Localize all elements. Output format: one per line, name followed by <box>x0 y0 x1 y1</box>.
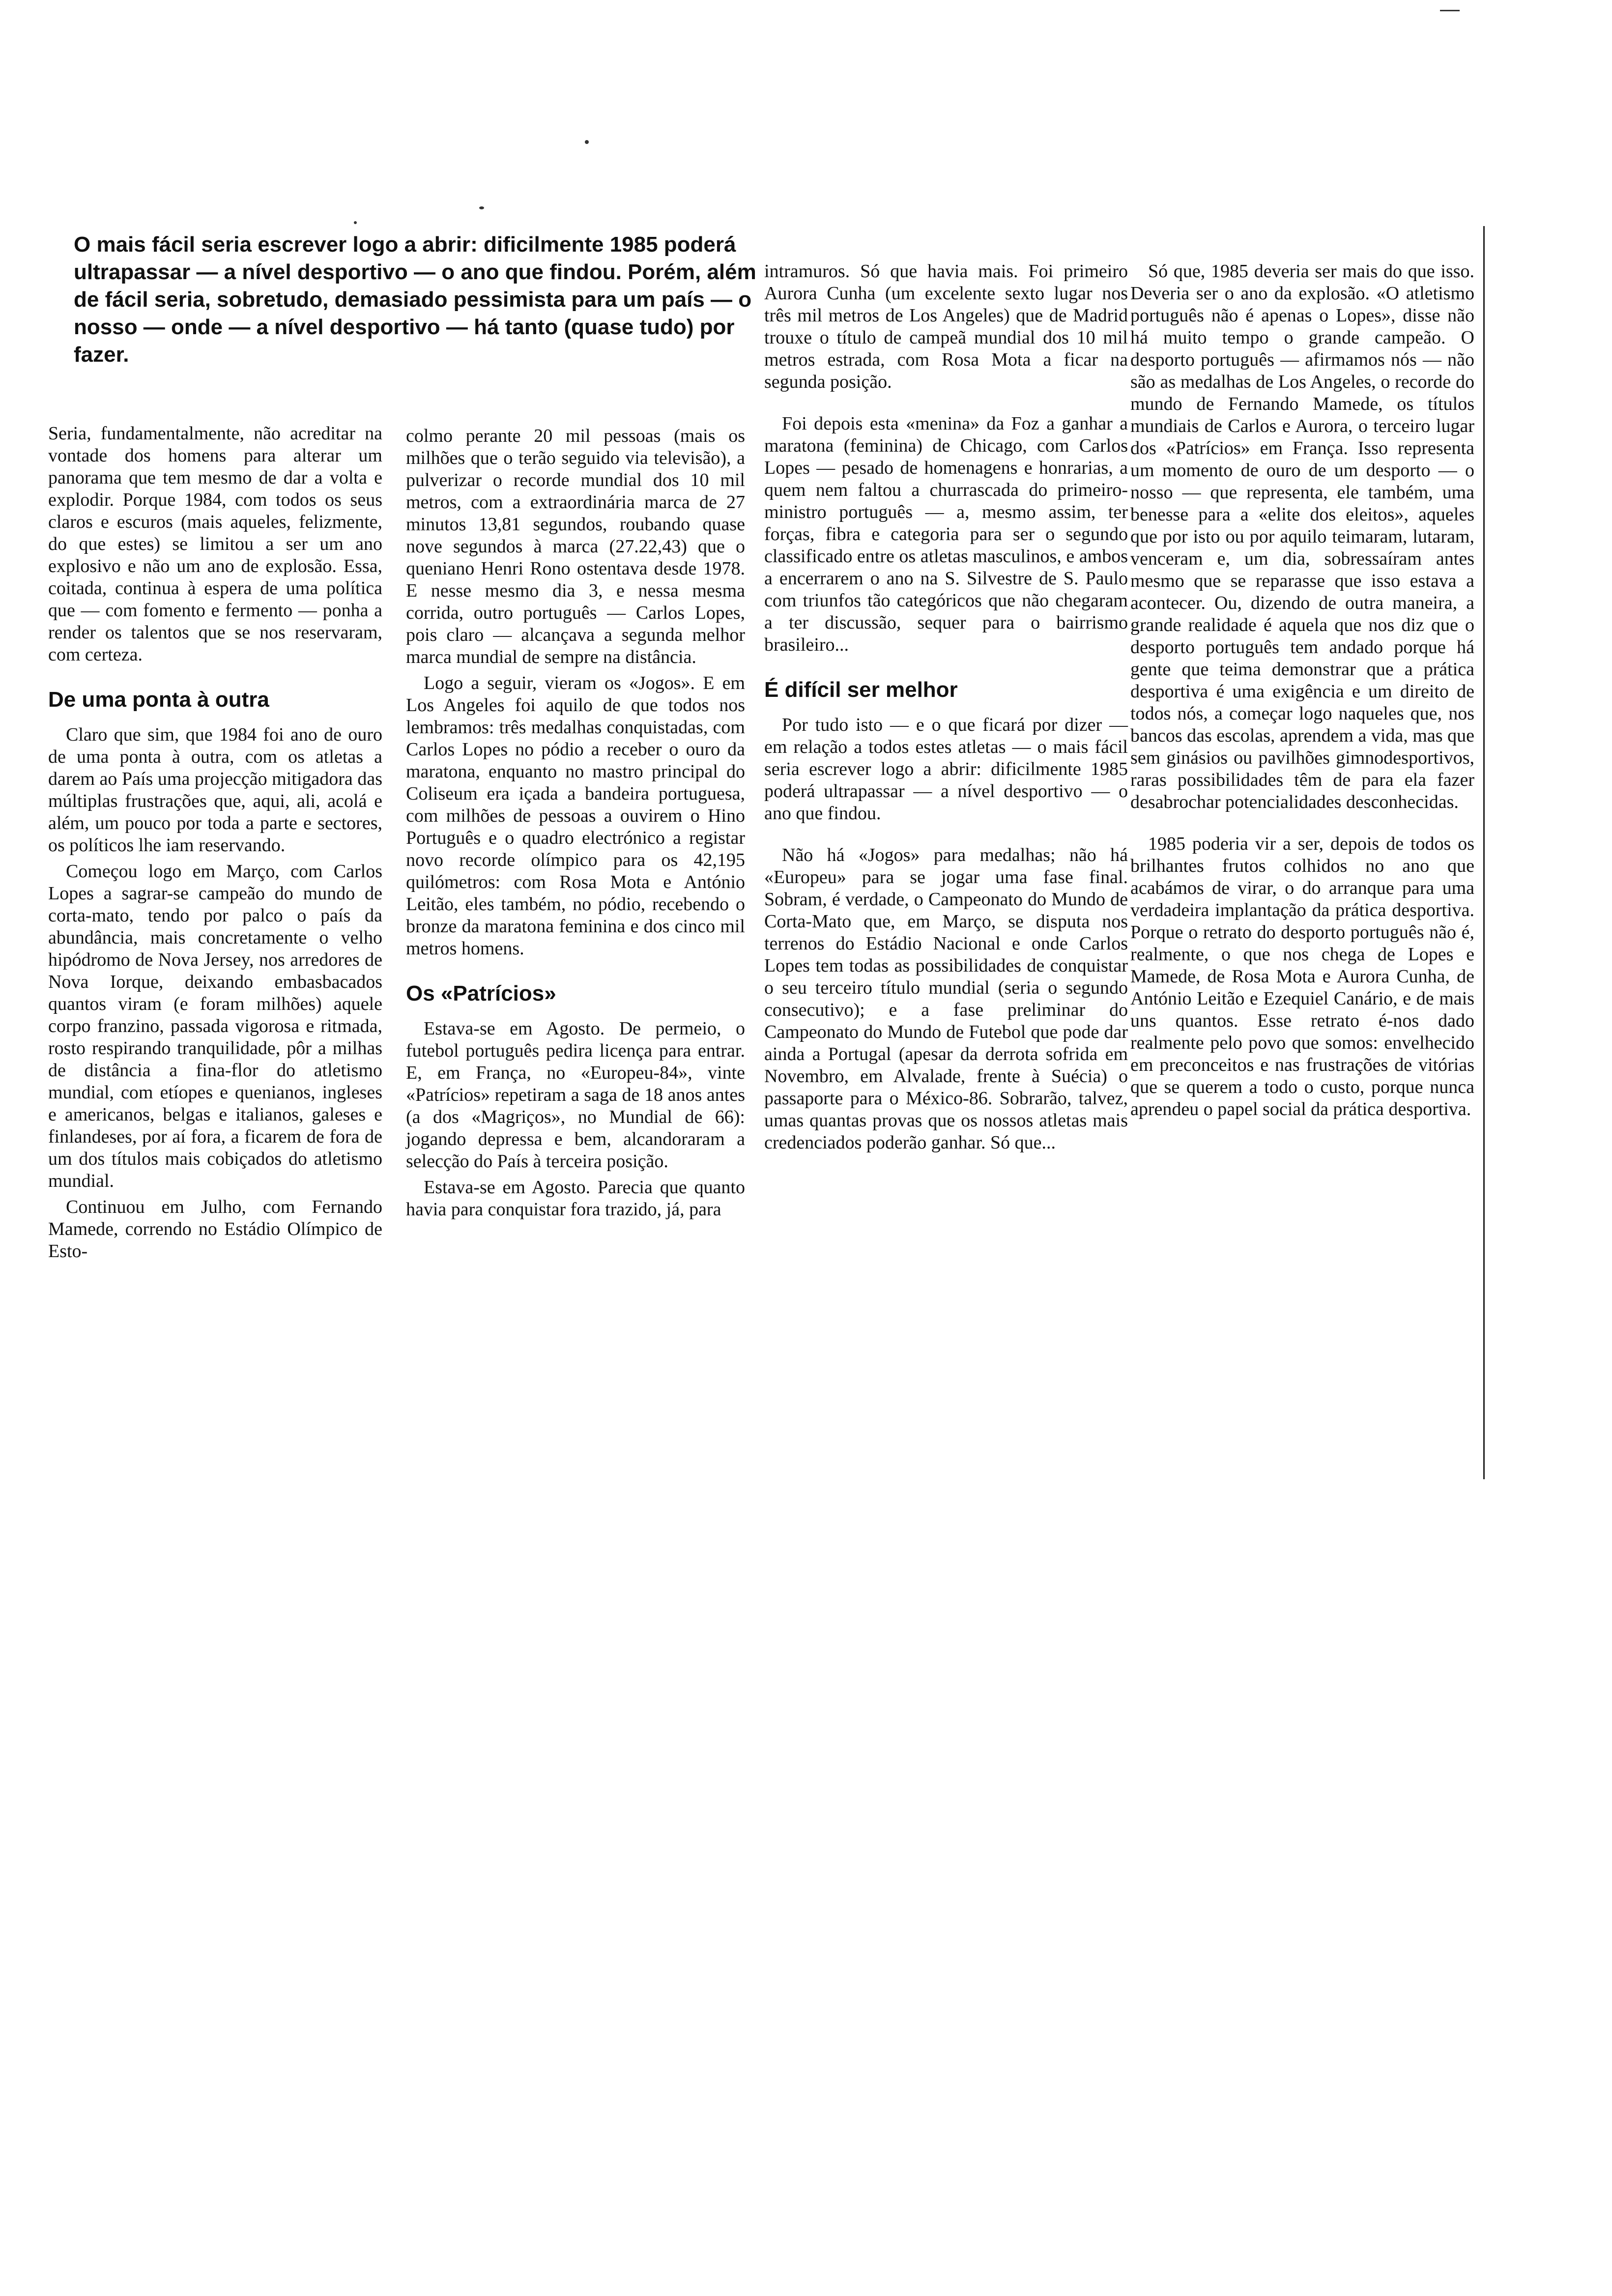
paragraph: colmo perante 20 mil pessoas (mais os milhões que o terão seguido via televisão), a pulverizar o recorde mundial dos 10 mil metros, com a extraordinária marca de 27 minutos 13,81 segundos, roubando quase nove segundos à marca (27.22,43) que o queniano Henri Rono ostentava desde 1978. E nesse mesmo dia 3, e nessa mesma corrida, outro português — Carlos Lopes, pois claro — alcançava a segunda melhor marca mundial de sempre na distância. <box>406 426 745 667</box>
article-lead: O mais fácil seria escrever logo a abrir: dificilmente 1985 poderá ultrapassar — a nível desportivo — o ano que findou. Porém, além de fácil seria, sobretudo, demasiado pessimista para um país — o nosso — onde — a nível desportivo — há tanto (quase tudo) por fazer. <box>74 232 756 367</box>
scan-speck <box>354 221 357 224</box>
scan-speck <box>479 206 484 209</box>
paragraph: Só que, 1985 deveria ser mais do que isso. Deveria ser o ano da explosão. «O atletismo português não é apenas o Lopes», disse não há muito tempo o grande campeão. O desporto português — afirmamos nós — não são as medalhas de Los Angeles, o recorde do mundo de Fernando Mamede, os títulos mundiais de Carlos e Aurora, o terceiro lugar dos «Patrícios» em França. Isso representa um momento de ouro de um desporto — o nosso — que representa, ele também, uma benesse para a «elite dos eleitos», aqueles que por isto ou por aquilo teimaram, lutaram, venceram e, um dia, sobressaíram antes mesmo que se reparasse que isso estava a acontecer. Ou, dizendo de outra maneira, a grande realidade é aquela que nos diz que o desporto português tem andado porque há gente que teima demonstrar que a prática desportiva é uma exigência e um direito de todos nós, a começar logo naqueles que, nos bancos das escolas, aprendem a vida, mas que sem ginásios ou pavilhões gimnodesportivos, raras possibilidades têm de para ela fazer desabrochar potencialidades desconhecidas. <box>1130 261 1474 812</box>
paragraph: Foi depois esta «menina» da Foz a ganhar a maratona (feminina) de Chicago, com Carlos Lopes — pesado de homenagens e honrarias, a quem nem faltou a churrascada do primeiro-ministro português — a, mesmo assim, ter forças, fibra e categoria para ser o segundo classificado entre os atletas masculinos, e ambos a encerrarem o ano na S. Silvestre de S. Paulo com triunfos tão categóricos que não chegaram a ter discussão, sequer para o bairrismo brasileiro... <box>764 413 1128 655</box>
column-4 <box>1130 260 1474 1124</box>
scan-speck <box>1440 10 1460 11</box>
column-3 <box>764 260 1128 1158</box>
paragraph: 1985 poderia vir a ser, depois de todos os brilhantes frutos colhidos no ano que acabámos de virar, o do arranque para uma verdadeira implantação da prática desportiva. Porque o retrato do desporto português não é, realmente, o que nos chega de Lopes e Mamede, de Rosa Mota e Aurora Cunha, de António Leitão e Ezequiel Canário, e de mais uns quantos. Esse retrato é-nos dado realmente pelo povo que somos: envelhecido em preconceitos e nas frustrações de vitórias que se querem a todo o custo, porque nunca aprendeu o papel social da prática desportiva. <box>1130 833 1474 1119</box>
section-heading: É difícil ser melhor <box>764 678 958 702</box>
paragraph: Seria, fundamentalmente, não acreditar na vontade dos homens para alterar um panorama que tem mesmo de dar a volta e explodir. Porque 1984, com todos os seus claros e escuros (mais aqueles, felizmente, do que estes) se limitou a ser um ano explosivo e não um ano de explosão. Essa, coitada, continua à espera de uma política que — com fomento e fermento — ponha a render os talentos que se nos reservaram, com certeza. <box>48 423 382 665</box>
paragraph: Estava-se em Agosto. De permeio, o futebol português pedira licença para entrar. E, em França, no «Europeu-84», vinte «Patrícios» repetiram a saga de 18 anos antes (a dos «Magriços», no Mundial de 66): jogando depressa e bem, alcandoraram a selecção do País à terceira posição. <box>406 1018 745 1172</box>
paragraph: Não há «Jogos» para medalhas; não há «Europeu» para se jogar uma fase final. Sobram, é verdade, o Campeonato do Mundo de Corta-Mato que, em Março, se disputa nos terrenos do Estádio Nacional e onde Carlos Lopes tem todas as possibilidades de conquistar o seu terceiro título mundial (seria o segundo consecutivo); e a fase preliminar do Campeonato do Mundo de Futebol que pode dar ainda a Portugal (apesar da derrota sofrida em Novembro, em Alvalade, frente à Suécia) o passaporte para o México-86. Sobrarão, talvez, umas quantas provas que os nossos atletas mais credenciados poderão ganhar. Só que... <box>764 845 1128 1153</box>
column-rule <box>1483 226 1485 1479</box>
paragraph: Continuou em Julho, com Fernando Mamede, correndo no Estádio Olímpico de Esto- <box>48 1197 382 1262</box>
column-2 <box>406 425 745 1225</box>
section-heading: De uma ponta à outra <box>48 688 269 712</box>
paragraph: Logo a seguir, vieram os «Jogos». E em Los Angeles foi aquilo de que todos nos lembramos: três medalhas conquistadas, com Carlos Lopes no pódio a receber o ouro da maratona, enquanto no mastro principal do Coliseum era içada a bandeira portuguesa, com milhões de pessoas a ouvirem o Hino Português e o quadro electrónico a registar novo recorde olímpico para os 42,195 quilómetros: com Rosa Mota e António Leitão, eles também, no pódio, recebendo o bronze da maratona feminina e dos cinco mil metros homens. <box>406 673 745 959</box>
paragraph: intramuros. Só que havia mais. Foi primeiro Aurora Cunha (um excelente sexto lugar nos três mil metros de Los Angeles) que de Madrid trouxe o título de campeã mundial dos 10 mil metros estrada, com Rosa Mota a ficar na segunda posição. <box>764 261 1128 392</box>
scan-speck <box>585 140 589 144</box>
column-1 <box>48 423 382 1266</box>
paragraph: Por tudo isto — e o que ficará por dizer — em relação a todos estes atletas — o mais fácil seria escrever logo a abrir: dificilmente 1985 poderá ultrapassar — a nível desportivo — o ano que findou. <box>764 715 1128 824</box>
paragraph: Estava-se em Agosto. Parecia que quanto havia para conquistar fora trazido, já, para <box>406 1177 745 1220</box>
paragraph: Começou logo em Março, com Carlos Lopes a sagrar-se campeão do mundo de corta-mato, tendo por palco o país da abundância, mais concretamente o velho hipódromo de Nova Jersey, nos arredores de Nova Iorque, deixando embasbacados quantos viram (e foram milhões) aquele corpo franzino, passada vigorosa e ritmada, rosto respirando tranquilidade, pôr a milhas de distância a fina-flor do atletismo mundial, com etíopes e quenianos, ingleses e americanos, belgas e italianos, galeses e finlandeses, por aí fora, a ficarem de fora de um dos títulos mais cobiçados do atletismo mundial. <box>48 861 382 1191</box>
section-heading: Os «Patrícios» <box>406 981 556 1005</box>
paragraph: Claro que sim, que 1984 foi ano de ouro de uma ponta à outra, com os atletas a darem ao País uma projecção mitigadora das múltiplas frustrações que, aqui, ali, acolá e além, um pouco por toda a parte e sectores, os políticos lhe iam reservando. <box>48 724 382 856</box>
